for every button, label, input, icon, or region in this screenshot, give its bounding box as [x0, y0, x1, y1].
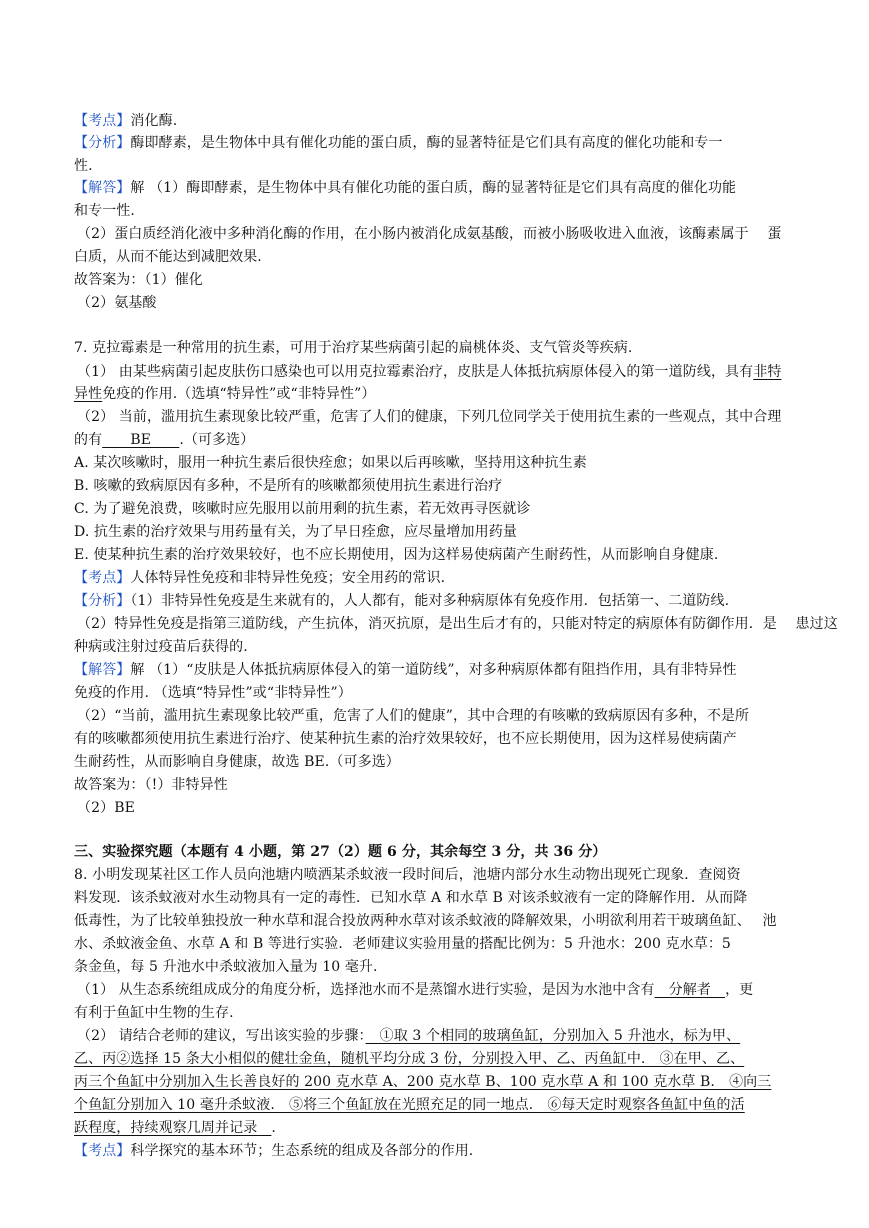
- section3-heading: 三、实验探究题（本题有 4 小题，第 27（2）题 6 分，其余每空 3 分，共 36 分）: [74, 844, 607, 860]
- q7-fenxi-text: （1）非特异性免疫是生来就有的，人人都有，能对多种病原体有免疫作用．包括第一、二道防线.: [130, 593, 730, 609]
- q7-part1-text: （1） 由某些病菌引起皮肤伤口感染也可以用克拉霉素治疗，皮肤是人体抵抗病原体侵入的第一道防线，具有: [77, 364, 754, 380]
- q8-stem-line-4: 水、杀蚊液金鱼、水草 A 和 B 等进行实验．老师建议实验用量的搭配比例为：5 升池水：200 克水草：5: [74, 936, 731, 952]
- q6-kaodian-text: 消化酶.: [130, 113, 178, 129]
- q8-part1-answer: 分解者: [654, 982, 726, 998]
- q6-jieda-line-3: （2）蛋白质经消化液中多种消化酶的作用，在小肠内被消化成氨基酸，而被小肠吸收进入血液，该酶素属于 蛋: [77, 226, 782, 242]
- q7-fenxi-line: [74, 591, 729, 611]
- q8-part2-line-last: [74, 1118, 276, 1138]
- q8-part2-answer-5: 跃程度，持续观察几周并记录: [74, 1120, 272, 1136]
- q8-kaodian-tag: 【考点】: [74, 1143, 131, 1159]
- q8-part2-answer-1: ①取 3 个相同的玻璃鱼缸，分别加入 5 升池水，标为甲、: [365, 1028, 741, 1044]
- q8-kaodian-line: [74, 1141, 473, 1161]
- q7-jieda-text: 解 （1）“皮肤是人体抵抗病原体侵入的第一道防线”，对多种病原体都有阻挡作用，具有非特异性: [130, 662, 737, 678]
- q6-jieda-tag: 【解答】: [74, 180, 131, 196]
- q7-part2-answer: BE: [102, 432, 180, 448]
- q6-answer-line-2: （2）氨基酸: [77, 295, 157, 311]
- q8-part1-line: [77, 980, 753, 1000]
- q6-jieda-line-4: 白质，从而不能达到减肥效果.: [74, 249, 262, 265]
- q6-jieda-text: 解 （1）酶即酵素，是生物体中具有催化功能的蛋白质，酶的显著特征是它们具有高度的催化功能: [130, 180, 737, 196]
- q8-part2-line: [77, 1026, 740, 1046]
- q7-jieda-line-4: 有的咳嗽都须使用抗生素进行治疗、使某种抗生素的治疗效果较好，也不应长期使用，因为这样易使病菌产: [74, 731, 737, 747]
- q7-fenxi-line-3: 种病或注射过疫苗后获得的.: [74, 639, 248, 655]
- q7-kaodian-text: 人体特异性免疫和非特异性免疫；安全用药的常识.: [130, 570, 446, 586]
- q6-jieda-line: [74, 178, 736, 198]
- q8-part1-post: ，更: [725, 982, 754, 998]
- q7-jieda-line: [74, 660, 737, 680]
- q8-stem-line-5: 条金鱼，每 5 升池水中杀蚊液加入量为 10 毫升.: [74, 959, 378, 975]
- q8-part1-text: （1） 从生态系统组成成分的角度分析，选择池水而不是蒸馏水进行实验，是因为水池中含有: [77, 982, 655, 998]
- q6-fenxi-line: [74, 133, 723, 153]
- q7-option-b: B. 咳嗽的致病原因有多种，不是所有的咳嗽都须使用抗生素进行治疗: [74, 478, 503, 494]
- q7-jieda-tag: 【解答】: [74, 662, 131, 678]
- q7-stem: 7. 克拉霉素是一种常用的抗生素，可用于治疗某些病菌引起的扁桃体炎、支气管炎等疾病.: [74, 340, 633, 356]
- q7-part1-answer: 非特: [753, 364, 782, 380]
- q8-part2-end: .: [271, 1120, 276, 1136]
- q7-jieda-line-5: 生耐药性，从而影响自身健康，故选 BE.（可多选）: [74, 754, 400, 770]
- q6-fenxi-tag: 【分析】: [74, 135, 131, 151]
- q8-part2-text: （2） 请结合老师的建议，写出该实验的步骤：: [77, 1028, 366, 1044]
- q7-kaodian-line: [74, 568, 445, 588]
- q6-jieda-line-2: 和专一性.: [74, 203, 135, 219]
- q7-answer-line-2: （2）BE: [77, 800, 135, 816]
- q8-stem-line-2: 料发现．该杀蚊液对水生动物具有一定的毒性．已知水草 A 和水草 B 对该杀蚊液有一定的降解作用．从而降: [74, 890, 748, 906]
- q7-option-e: E. 使某种抗生素的治疗效果较好，也不应长期使用，因为这样易使病菌产生耐药性，从而影响自身健康.: [74, 547, 719, 563]
- q8-part2-answer-2: 乙、丙②选择 15 条大小相似的健壮金鱼，随机平均分成 3 份，分别投入甲、乙、丙鱼缸中. ③在甲、乙、: [74, 1051, 745, 1067]
- q6-kaodian-line: [74, 111, 177, 131]
- q6-fenxi-text: 酶即酵素，是生物体中具有催化功能的蛋白质，酶的显著特征是它们具有高度的催化功能和专一: [130, 135, 723, 151]
- q8-part2-answer-4: 个鱼缸分别加入 10 毫升杀蚊液. ⑤将三个鱼缸放在光照充足的同一地点. ⑥每天定时观察各鱼缸中鱼的活: [74, 1097, 745, 1113]
- q6-fenxi-line-2: 性.: [74, 158, 93, 174]
- q7-jieda-line-3: （2）“当前，滥用抗生素现象比较严重，危害了人们的健康”，其中合理的有咳嗽的致病原因有多种，不是所: [77, 708, 750, 724]
- q8-stem-line-1: 8. 小明发现某社区工作人员向池塘内喷洒某杀蚊液一段时间后，池塘内部分水生动物出现死亡现象．查阅资: [74, 867, 741, 883]
- q7-part2-line-2: [74, 430, 254, 450]
- q7-part1-hint: 免疫的作用.（选填“特异性”或“非特异性”）: [102, 386, 376, 402]
- q7-part1-line: [77, 362, 781, 382]
- q7-fenxi-tag: 【分析】: [74, 593, 131, 609]
- q7-part1-line-2: [74, 384, 375, 404]
- q7-part2-pre: 的有: [74, 432, 103, 448]
- q7-part1-answer-cont: 异性: [74, 386, 103, 402]
- q7-answer-line: 故答案为：（!）非特异性: [74, 777, 228, 793]
- q7-kaodian-tag: 【考点】: [74, 570, 131, 586]
- q7-part2-post: .（可多选）: [179, 432, 255, 448]
- q8-part2-answer-3: 丙三个鱼缸中分别加入生长善良好的 200 克水草 A、200 克水草 B、100 克水草 A 和 100 克水草 B. ④向三: [74, 1074, 772, 1090]
- q8-part1-line-2: 有利于鱼缸中生物的生存.: [74, 1005, 234, 1021]
- q7-option-d: D. 抗生素的治疗效果与用药量有关，为了早日痊愈，应尽量增加用药量: [74, 524, 517, 540]
- q7-jieda-line-2: 免疫的作用. （选填“特异性”或“非特异性”）: [74, 685, 352, 701]
- q6-answer-line: 故答案为：（1）催化: [74, 272, 203, 288]
- q7-option-a: A. 某次咳嗽时，服用一种抗生素后很快痊愈；如果以后再咳嗽，坚持用这种抗生素: [74, 455, 587, 471]
- q6-kaodian-tag: 【考点】: [74, 113, 131, 129]
- q8-kaodian-text: 科学探究的基本环节；生态系统的组成及各部分的作用.: [130, 1143, 474, 1159]
- q7-option-c: C. 为了避免浪费，咳嗽时应先服用以前用剩的抗生素，若无效再寻医就诊: [74, 501, 531, 517]
- q7-part2-line: （2） 当前，滥用抗生素现象比较严重，危害了人们的健康，下列几位同学关于使用抗生素的一些观点，其中合理: [77, 409, 782, 425]
- q7-fenxi-line-2: （2）特异性免疫是指第三道防线，产生抗体，消灭抗原，是出生后才有的，只能对特定的病原体有防御作用．是 患过这: [77, 616, 838, 632]
- q8-stem-line-3: 低毒性，为了比较单独投放一种水草和混合投放两种水草对该杀蚊液的降解效果，小明欲利用若干玻璃鱼缸、 池: [74, 913, 777, 929]
